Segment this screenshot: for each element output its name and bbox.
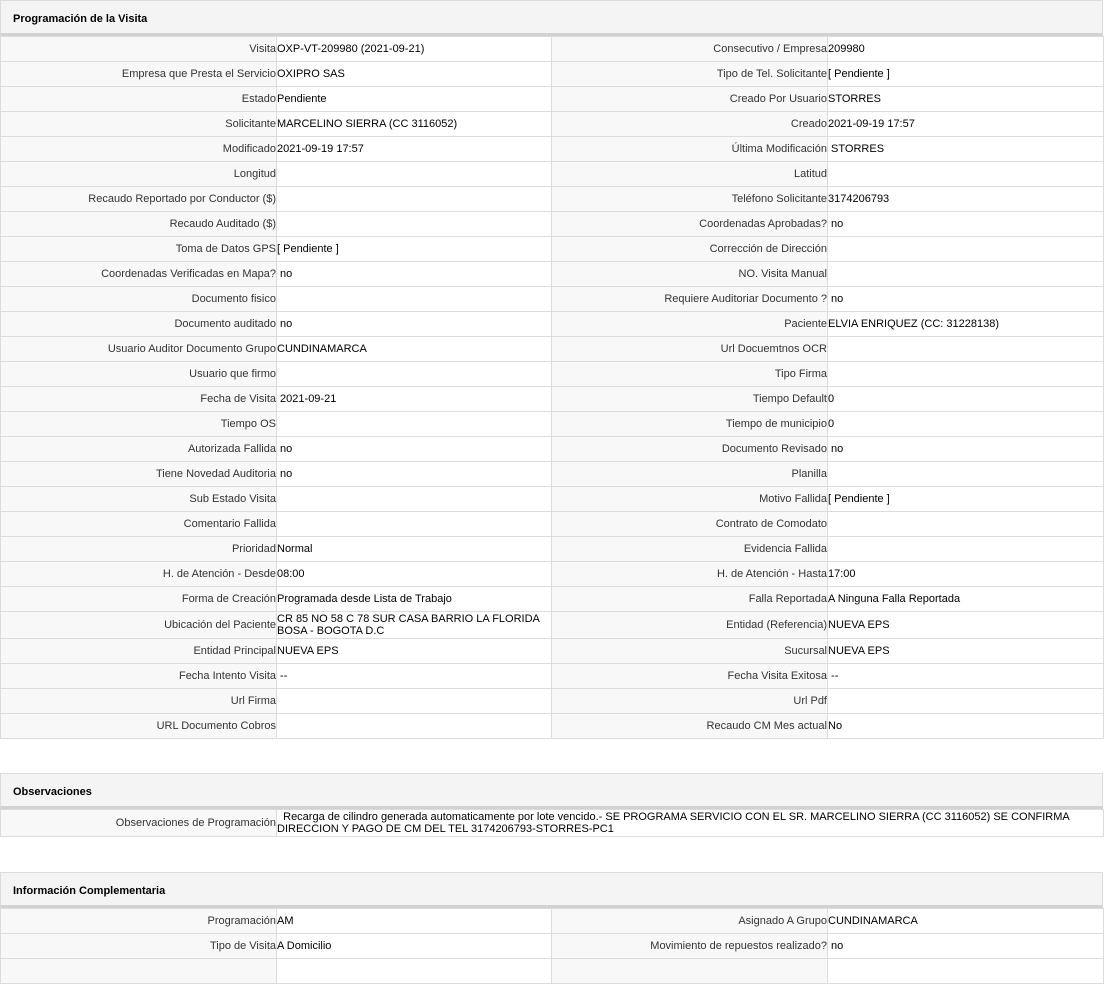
field-label: Documento auditado [1,312,277,337]
field-label: Fecha Intento Visita [1,664,277,689]
field-value: 0 [828,387,1104,412]
table-row [1,337,1104,362]
field-value: ELVIA ENRIQUEZ (CC: 31228138) [828,312,1104,337]
field-value: [ Pendiente ] [828,62,1104,87]
table-row [1,312,1104,337]
field-label: Prioridad [1,537,277,562]
table-row [1,437,1104,462]
field-value: A Domicilio [277,934,552,959]
table-row [1,487,1104,512]
field-label: Requiere Auditoriar Documento ? [552,287,828,312]
field-label: Empresa que Presta el Servicio [1,62,277,87]
field-value: NUEVA EPS [828,612,1104,639]
field-label: Asignado A Grupo [552,909,828,934]
field-label [552,959,828,984]
field-value: 2021-09-21 [277,387,552,412]
field-label: Url Docuemtnos OCR [552,337,828,362]
complementaria-table [0,908,1104,984]
field-value: [ Pendiente ] [828,487,1104,512]
field-value: 209980 [828,37,1104,62]
field-value [277,487,552,512]
field-value [828,237,1104,262]
field-value: no [828,934,1104,959]
observaciones-section [0,773,1103,837]
table-row [1,537,1104,562]
field-label: Observaciones de Programación [1,810,277,837]
field-label: Estado [1,87,277,112]
field-value: no [277,312,552,337]
field-label: Última Modificación [552,137,828,162]
field-label: Planilla [552,462,828,487]
field-label: Url Pdf [552,689,828,714]
field-value: NUEVA EPS [277,639,552,664]
field-label: Coordenadas Aprobadas? [552,212,828,237]
table-row [1,462,1104,487]
field-value [277,714,552,739]
table-row [1,112,1104,137]
field-label: Documento Revisado [552,437,828,462]
field-label: Fecha Visita Exitosa [552,664,828,689]
field-value: no [828,287,1104,312]
field-label: Visita [1,37,277,62]
table-row [1,387,1104,412]
field-label: Usuario Auditor Documento Grupo [1,337,277,362]
field-label: Motivo Fallida [552,487,828,512]
field-label: Latitud [552,162,828,187]
field-value: NUEVA EPS [828,639,1104,664]
table-row [1,162,1104,187]
field-label: Usuario que firmo [1,362,277,387]
table-row [1,362,1104,387]
field-label: Corrección de Dirección [552,237,828,262]
table-row [1,37,1104,62]
field-value: No [828,714,1104,739]
field-value [277,512,552,537]
field-value: Pendiente [277,87,552,112]
field-value [277,162,552,187]
table-row [1,237,1104,262]
field-value: OXP-VT-209980 (2021-09-21) [277,37,552,62]
field-value: OXIPRO SAS [277,62,552,87]
field-value: 0 [828,412,1104,437]
table-row [1,512,1104,537]
field-value: CUNDINAMARCA [828,909,1104,934]
field-value: CUNDINAMARCA [277,337,552,362]
field-label: NO. Visita Manual [552,262,828,287]
field-label: Tiempo Default [552,387,828,412]
field-value [277,287,552,312]
table-row [1,87,1104,112]
field-value: MARCELINO SIERRA (CC 3116052) [277,112,552,137]
field-label: Sucursal [552,639,828,664]
field-value: no [277,462,552,487]
field-value [828,337,1104,362]
field-value [277,362,552,387]
observaciones-value: Recarga de cilindro generada automaticamente por lote vencido.- SE PROGRAMA SERVICIO CON EL SR. MARCELINO SIERRA (CC 3116052) SE CONFIRMA DIRECCION Y PAGO DE CM DEL TEL 3174206793-STORRES-PC1 [277,810,1104,837]
field-label: Consecutivo / Empresa [552,37,828,62]
field-label: URL Documento Cobros [1,714,277,739]
field-label: Autorizada Fallida [1,437,277,462]
table-row [1,909,1104,934]
field-value: 17:00 [828,562,1104,587]
table-row [1,137,1104,162]
field-value: CR 85 NO 58 C 78 SUR CASA BARRIO LA FLORIDA BOSA - BOGOTA D.C [277,612,552,639]
field-label: H. de Atención - Desde [1,562,277,587]
table-row [1,187,1104,212]
table-row [1,262,1104,287]
field-label: Falla Reportada [552,587,828,612]
field-value: no [277,262,552,287]
field-label: Recaudo Reportado por Conductor ($) [1,187,277,212]
table-row [1,612,1104,639]
field-value [277,212,552,237]
table-row [1,714,1104,739]
field-value: 2021-09-19 17:57 [828,112,1104,137]
field-value [828,512,1104,537]
field-label: Programación [1,909,277,934]
field-value [828,262,1104,287]
field-value: STORRES [828,137,1104,162]
field-value: -- [828,664,1104,689]
field-value [828,959,1104,984]
field-label: Entidad Principal [1,639,277,664]
field-value: no [828,437,1104,462]
field-label: Paciente [552,312,828,337]
field-label: Fecha de Visita [1,387,277,412]
field-value [277,412,552,437]
field-label: Ubicación del Paciente [1,612,277,639]
field-label: Solicitante [1,112,277,137]
complementaria-section [0,872,1103,984]
field-value: Programada desde Lista de Trabajo [277,587,552,612]
table-row [1,934,1104,959]
field-value: A Ninguna Falla Reportada [828,587,1104,612]
field-label: Evidencia Fallida [552,537,828,562]
table-row [1,287,1104,312]
field-value [277,187,552,212]
field-value: Normal [277,537,552,562]
field-label: Movimiento de repuestos realizado? [552,934,828,959]
field-label: Contrato de Comodato [552,512,828,537]
field-label: Tiene Novedad Auditoria [1,462,277,487]
section-title-complementaria: Información Complementaria [0,872,1103,908]
field-value [828,462,1104,487]
table-row [1,689,1104,714]
field-label: Entidad (Referencia) [552,612,828,639]
field-label [1,959,277,984]
field-value [277,959,552,984]
field-label: Tiempo de municipio [552,412,828,437]
field-label: Teléfono Solicitante [552,187,828,212]
section-title-observaciones: Observaciones [0,773,1103,809]
field-value: no [828,212,1104,237]
table-row [1,62,1104,87]
table-row [1,562,1104,587]
table-row [1,212,1104,237]
section-title-programacion: Programación de la Visita [0,0,1103,36]
field-value [277,689,552,714]
field-value: no [277,437,552,462]
field-value [828,362,1104,387]
field-value: -- [277,664,552,689]
field-label: Coordenadas Verificadas en Mapa? [1,262,277,287]
field-label: Url Firma [1,689,277,714]
observaciones-table [0,809,1104,837]
field-value: 2021-09-19 17:57 [277,137,552,162]
field-label: Creado Por Usuario [552,87,828,112]
field-label: Sub Estado Visita [1,487,277,512]
table-row [1,639,1104,664]
table-row [1,664,1104,689]
field-label: Forma de Creación [1,587,277,612]
field-label: Modificado [1,137,277,162]
field-label: Longitud [1,162,277,187]
field-value: STORRES [828,87,1104,112]
field-value: 08:00 [277,562,552,587]
field-value [828,537,1104,562]
field-value: [ Pendiente ] [277,237,552,262]
field-value [828,689,1104,714]
field-label: Recaudo CM Mes actual [552,714,828,739]
field-value: 3174206793 [828,187,1104,212]
table-row [1,412,1104,437]
field-label: Tiempo OS [1,412,277,437]
field-label: Recaudo Auditado ($) [1,212,277,237]
field-label: Creado [552,112,828,137]
field-label: H. de Atención - Hasta [552,562,828,587]
field-value: AM [277,909,552,934]
table-row [1,587,1104,612]
programacion-table [0,36,1104,739]
field-label: Tipo de Tel. Solicitante [552,62,828,87]
field-label: Comentario Fallida [1,512,277,537]
field-label: Documento fisico [1,287,277,312]
field-value [828,162,1104,187]
field-label: Tipo de Visita [1,934,277,959]
table-row [1,810,1104,837]
table-row [1,959,1104,984]
field-label: Tipo Firma [552,362,828,387]
field-label: Toma de Datos GPS [1,237,277,262]
